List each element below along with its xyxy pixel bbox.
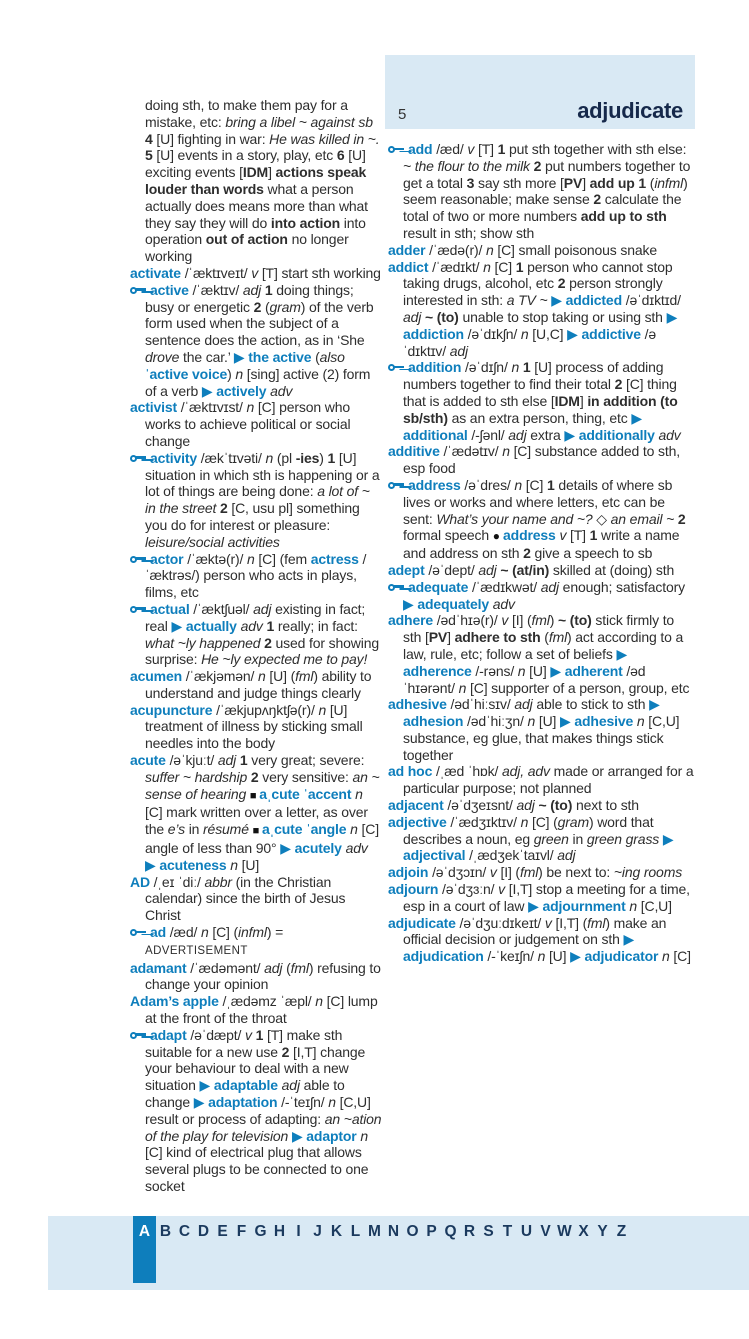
headword: adamant [130,959,187,976]
headword: acute [130,752,166,769]
derived-word: adherent [564,662,623,679]
right-column [388,141,694,965]
derived-word: actively [216,382,267,399]
entry-actual: actual /ˈæktʃuəl/ adj existing in fact; real ▶ actually adv 1 really; in fact: what ~ly happened 2 used for showing surprise: He ~ly expected me to pay! [130,601,382,668]
entry-activity: activity /ækˈtɪvəti/ n (pl -ies) 1 [U] situation in which sth is happening or a lot of things are being done: a lot of ~ in the street 2 [C, usu pl] something you do for interest or pleasure: leisure/social activities [130,450,382,551]
alphabet-tab-x[interactable]: X [578,1223,589,1240]
alphabet-tab-f[interactable]: F [236,1223,247,1240]
homograph-bullet-icon: ● [492,529,504,544]
headword: adequate [408,578,469,595]
headword: adjourn [388,881,439,898]
headword: adjoin [388,864,429,881]
entry-activate: activate /ˈæktɪveɪt/ v [T] start sth working [130,264,381,281]
derivative-arrow-icon: ▶ [649,696,660,713]
alphabet-tab-z[interactable]: Z [616,1223,627,1240]
alphabet-tab-y[interactable]: Y [597,1223,608,1240]
derived-word: acuteness [159,856,227,873]
alphabet-tab-s[interactable]: S [483,1223,494,1240]
derivative-arrow-icon: ▶ [631,409,642,426]
alphabet-tab-h[interactable]: H [273,1223,286,1240]
alphabet-tab-b[interactable]: B [159,1223,172,1240]
entry-add: add /æd/ v [T] 1 put sth together with sth else: ~ the flour to the milk 2 put numbers together to get a total 3 say sth more [PV] add up 1 (infml) seem reasonable; make sense 2 calculate the total of two or more numbers add up to sth result in sth; show sth [388,141,694,242]
derivative-arrow-icon: ▶ [666,308,678,325]
derivative-arrow-icon: ▶ [291,1127,307,1144]
oxford-key-icon [388,145,404,154]
entry-adjoin: adjoin /əˈdʒɔɪn/ v [I] (fml) be next to: ~ing rooms [388,864,683,881]
alphabet-tab-d[interactable]: D [197,1223,210,1240]
headword: Adam’s apple [130,993,219,1010]
headword: adapt [150,1026,187,1043]
derivative-arrow-icon: ▶ [528,897,543,914]
entry-adjacent: adjacent /əˈdʒeɪsnt/ adj ~ (to) next to sth [388,797,639,814]
headword: activist [130,399,178,416]
headword: adjacent [388,797,444,814]
entry-acumen: acumen /ˈækjəmən/ n [U] (fml) ability to understand and judge things clearly [130,668,372,701]
alphabet-tab-g[interactable]: G [254,1223,267,1240]
alphabet-tab-t[interactable]: T [502,1223,513,1240]
headword: adhere [388,612,434,629]
entry-activist: activist /ˈæktɪvɪst/ n [C] person who works to achieve political or social change [130,399,351,449]
alphabet-tab-w[interactable]: W [557,1223,572,1240]
derived-word: adjudication [403,948,484,965]
entry-adjective: adjective /ˈædʒɪktɪv/ n [C] (gram) word that describes a noun, eg green in green grass ▶ adjectival /ˌædʒekˈtaɪvl/ adj [388,813,674,864]
derived-word: acutely [294,840,342,857]
entry-adam-s-apple: Adam’s apple /ˌædəmz ˈæpl/ n [C] lump at the front of the throat [130,993,378,1027]
alphabet-tab-u[interactable]: U [520,1223,533,1240]
entry-address: address /əˈdres/ n [C] 1 details of where sb lives or works and where letters, etc can be sent: What’s your name and ~? ◇ an email ~ 2 formal speech ● address v [T] 1 write a name and address on sth 2 give a speech to sb [388,477,694,562]
oxford-key-icon [130,1031,146,1040]
derivative-arrow-icon: ▶ [193,1094,209,1111]
entry-acupuncture: acupuncture /ˈækjupʌŋktʃə(r)/ n [U] treatment of illness by sticking small needles into the body [130,701,363,752]
derived-word: actually [185,617,237,634]
derived-word: ˈactive voice [145,365,228,382]
derivative-arrow-icon: ▶ [564,426,579,443]
derivative-arrow-icon: ▶ [233,348,249,365]
oxford-key-icon [130,286,146,295]
derived-word: address [503,527,556,544]
cross-reference: ADVERTISEMENT [145,944,248,957]
derivative-arrow-icon: ▶ [280,840,295,857]
alphabet-tab-a[interactable]: A [133,1216,156,1283]
left-column [130,97,382,1195]
entry-adjourn: adjourn /əˈdʒɜːn/ v [I,T] stop a meeting for a time, esp in a court of law ▶ adjournment n [C,U] [388,881,690,914]
headword: AD [130,873,150,890]
headword: adjective [388,813,447,830]
derivative-arrow-icon: ▶ [201,382,217,399]
derived-word: the active [248,348,312,365]
derivative-arrow-icon: ▶ [560,713,575,730]
derivative-arrow-icon: ▶ [567,325,582,342]
derivative-arrow-icon: ▶ [570,948,585,965]
headword: address [408,476,461,493]
alphabet-tab-l[interactable]: L [350,1223,361,1240]
headword: activate [130,264,181,281]
derived-word: adjudicator [584,948,659,965]
alphabet-tab-c[interactable]: C [178,1223,191,1240]
derived-word: addicted [565,292,622,309]
headword: addition [408,359,462,376]
alphabet-bar [48,1216,749,1290]
alphabet-tab-n[interactable]: N [387,1223,400,1240]
alphabet-tab-q[interactable]: Q [444,1223,457,1240]
derived-word: adaptation [208,1094,278,1111]
entry-actor: actor /ˈæktə(r)/ n [C] (fem actress /ˈæktrəs/) person who acts in plays, films, etc [130,551,382,601]
compound-marker-icon: ■ [249,789,260,802]
derivative-arrow-icon: ▶ [551,292,566,309]
headword: adjudicate [388,914,456,931]
headword: adhesive [388,696,447,713]
oxford-key-icon [130,605,146,614]
derived-word: adhesive [574,713,634,730]
entry-adequate: adequate /ˈædɪkwət/ adj enough; satisfactory ▶ adequately adv [388,579,694,613]
derived-word: adaptor [306,1127,357,1144]
alphabet-tab-i[interactable]: I [296,1223,301,1240]
headword: additive [388,443,440,460]
headword: acupuncture [130,701,213,718]
derived-word: additional [403,426,468,443]
entry-addition: addition /əˈdɪʃn/ n 1 [U] process of adding numbers together to find their total 2 [C] thing that is added to sth else [IDM] in addition (to sb/sth) as an extra person, thing, etc ▶ additional /-ʃənl/ adj extra ▶ additionally adv [388,359,694,443]
derivative-arrow-icon: ▶ [623,931,635,948]
entry-ad: ad /æd/ n [C] (infml) = ADVERTISEMENT [130,924,382,960]
derived-word: aˌcute ˈaccent [259,785,352,802]
entry-additive: additive /ˈædətɪv/ n [C] substance added to sth, esp food [388,443,680,477]
derivative-arrow-icon: ▶ [145,856,160,873]
headword: addict [388,258,429,275]
alphabet-tab-v[interactable]: V [540,1223,551,1240]
oxford-key-icon [130,555,146,564]
derived-word: adaptable [213,1077,278,1094]
derived-word: addictive [581,325,641,342]
headword: add [408,141,433,157]
derivative-arrow-icon: ▶ [199,1077,214,1094]
headword: ad [150,924,167,941]
headword: adder [388,241,426,258]
entry-adhere: adhere /ədˈhɪə(r)/ v [I] (fml) ~ (to) stick firmly to sth [PV] adhere to sth (fml) act according to a law, rule, etc; follow a set of beliefs ▶ adherence /-rəns/ n [U] ▶ adherent /ədˈhɪərənt/ n [C] supporter of a person, group, etc [388,612,690,696]
derived-word: additionally [578,426,655,443]
derivative-arrow-icon: ▶ [550,662,565,679]
derived-word: adjournment [542,897,626,914]
derivative-arrow-icon: ▶ [171,617,186,634]
headword: acumen [130,668,183,685]
entry-active: active /ˈæktɪv/ adj 1 doing things; busy or energetic 2 (gram) of the verb form used when the subject of a sentence does the action, as in ‘She drove the car.’ ▶ the active (also ˈactive voice) n [sing] active (2) form of a verb ▶ actively adv [130,282,382,400]
derived-word: adhesion [403,713,464,730]
entry-adjudicate: adjudicate /əˈdʒuːdɪkeɪt/ v [I,T] (fml) make an official decision or judgement on sth ▶ adjudication /-ˈkeɪʃn/ n [U] ▶ adjudicator n [C] [388,914,691,965]
page-header [385,55,695,129]
headword: adept [388,561,425,578]
oxford-key-icon [388,481,404,490]
entry-acute: acute /əˈkjuːt/ adj 1 very great; severe: suffer ~ hardship 2 very sensitive: an ~ sense of hearing ■ aˌcute ˈaccent n [C] mark written over a letter, as over the e’s in résumé ■ aˌcute ˈangle n [C] angle of less than 90° ▶ acutely adv ▶ acuteness n [U] [130,752,380,873]
entry-adamant: adamant /ˈædəmənt/ adj (fml) refusing to change your opinion [130,959,381,993]
derived-word: adjectival [403,847,466,864]
entry-ad: AD /ˌeɪ ˈdiː/ abbr (in the Christian calendar) since the birth of Jesus Christ [130,873,346,924]
derived-word: adherence [403,662,472,679]
entry-adapt: adapt /əˈdæpt/ v 1 [T] make sth suitable for a new use 2 [I,T] change your behaviour to deal with a new situation ▶ adaptable adj able to change ▶ adaptation /-ˈteɪʃn/ n [C,U] result or process of adapting: an ~ation of the play for television ▶ adaptor n [C] kind of electrical plug that allows several plugs to be connected to one socket [130,1027,382,1195]
alphabet-tab-o[interactable]: O [406,1223,419,1240]
entry-adder: adder /ˈædə(r)/ n [C] small poisonous snake [388,241,657,258]
derived-word: adequately [417,595,489,612]
headword: active [150,281,189,298]
entry-addict: addict /ˈædɪkt/ n [C] 1 person who cannot stop taking drugs, alcohol, etc 2 person strongly interested in sth: a TV ~ ▶ addicted /əˈdɪktɪd/ adj ~ (to) unable to stop taking or using sth ▶ addiction /əˈdɪkʃn/ n [U,C] ▶ addictive /əˈdɪktɪv/ adj [388,258,681,359]
alphabet-tab-k[interactable]: K [330,1223,343,1240]
alphabet-tab-p[interactable]: P [426,1223,437,1240]
oxford-key-icon [130,928,146,937]
derived-word: actress [310,550,359,567]
entry-adhesive: adhesive /ədˈhiːsɪv/ adj able to stick to sth ▶ adhesion /ədˈhiːʒn/ n [U] ▶ adhesive n [C,U] substance, eg glue, that makes things stick together [388,696,680,763]
alphabet-tab-j[interactable]: J [313,1223,322,1240]
alphabet-tab-r[interactable]: R [463,1223,476,1240]
headword: actual [150,600,190,617]
headword: ad hoc [388,763,433,780]
entry-continuation: doing sth, to make them pay for a mistake, etc: bring a libel ~ against sb 4 [U] fighting in war: He was killed in ~. 5 [U] events in a story, play, etc 6 [U] exciting events [IDM] actions speak louder than words what a person actually does means more than what they say they will do into action into operation out of action no longer working [145,97,380,265]
alphabet-tab-m[interactable]: M [368,1223,381,1240]
oxford-key-icon [388,583,404,592]
oxford-key-icon [130,454,146,463]
derived-word: addiction [403,325,464,342]
headword: actor [150,550,184,567]
derivative-arrow-icon: ▶ [616,645,628,662]
headword: activity [150,449,198,466]
page-number: 5 [398,106,407,123]
entry-adept: adept /əˈdept/ adj ~ (at/in) skilled at (doing) sth [388,561,675,578]
compound-marker-icon: ■ [252,825,262,838]
derivative-arrow-icon: ▶ [403,595,418,612]
oxford-key-icon [388,363,404,372]
derived-word: aˌcute ˈangle [262,821,347,838]
derivative-arrow-icon: ▶ [662,830,674,847]
entry-ad-hoc: ad hoc /ˌæd ˈhɒk/ adj, adv made or arranged for a particular purpose; not planned [388,763,694,797]
guide-word: adjudicate [577,98,683,123]
alphabet-tab-e[interactable]: E [217,1223,228,1240]
